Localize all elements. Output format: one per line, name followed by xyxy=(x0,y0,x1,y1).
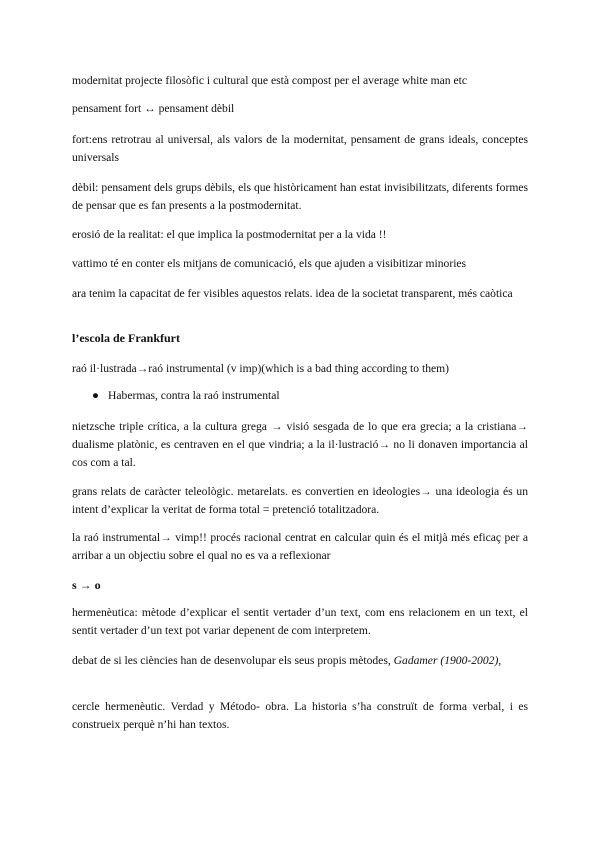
bullet-icon: ● xyxy=(92,389,100,402)
paragraph-rao-instrumental: la raó instrumental→ vimp!! procés racional centrat en calcular quin és el mitjà més eficaç per a arribar a un objectiu sobre el qual no es va a reflexionar xyxy=(72,531,528,562)
paragraph-debat xyxy=(72,652,528,670)
paragraph-pensament: pensament fort ↔ pensament dèbil xyxy=(72,102,235,115)
paragraph-vattimo: vattimo té en conter els mitjans de comunicació, els que ajuden a visibitizar minories xyxy=(72,257,467,270)
gadamer-reference: Gadamer (1900-2002), xyxy=(393,654,502,667)
paragraph-fort: fort:ens retrotrau al universal, als valors de la modernitat, pensament de grans ideals, conceptes universals xyxy=(72,133,528,164)
s-to-o: s → o xyxy=(72,578,101,592)
paragraph-erosio: erosió de la realitat: el que implica la postmodernitat per a la vida !! xyxy=(72,228,387,241)
paragraph-relats: ara tenim la capacitat de fer visibles aquestos relats. idea de la societat transparent, més caòtica xyxy=(72,287,513,300)
paragraph-grans-relats: grans relats de caràcter teleològic. metarelats. es convertien en ideologies→ una ideologia és un intent d’explicar la veritat de forma total = pretenció totalitzadora. xyxy=(72,485,528,516)
debat-text: debat de si les ciències han de desenvolupar els seus propis mètodes, xyxy=(72,654,391,667)
paragraph-cercle: cercle hermenèutic. Verdad y Método- obra. La historia s’ha construït de forma verbal, i es construeix perquè n’hi han textos. xyxy=(72,700,528,731)
paragraph-nietzsche: nietzsche triple crítica, a la cultura grega → visió sesgada de lo que era grecia; a la cristiana→ dualisme platònic, es centraven en el que vindria; a la il·lustració→ no li donaven importancia al cos com a tal. xyxy=(72,420,528,469)
paragraph-rao-illustrada: raó il·lustrada→raó instrumental (v imp)(which is a bad thing according to them) xyxy=(72,362,450,375)
section-heading: l’escola de Frankfurt xyxy=(72,331,180,345)
paragraph-hermeneutica: hermenèutica: mètode d’explicar el sentit vertader d’un text, com ens relacionem en un text, el sentit vertader d’un text pot variar depenent de com interpretem. xyxy=(72,606,528,637)
paragraph-debil: dèbil: pensament dels grups dèbils, els que històricament han estat invisibilitzats, diferents formes de pensar que es fan presents a la postmodernitat. xyxy=(72,181,528,212)
bullet-text: Habermas, contra la raó instrumental xyxy=(108,389,280,402)
paragraph-modernitat: modernitat projecte filosòfic i cultural que està compost per el average white man etc xyxy=(72,74,467,87)
